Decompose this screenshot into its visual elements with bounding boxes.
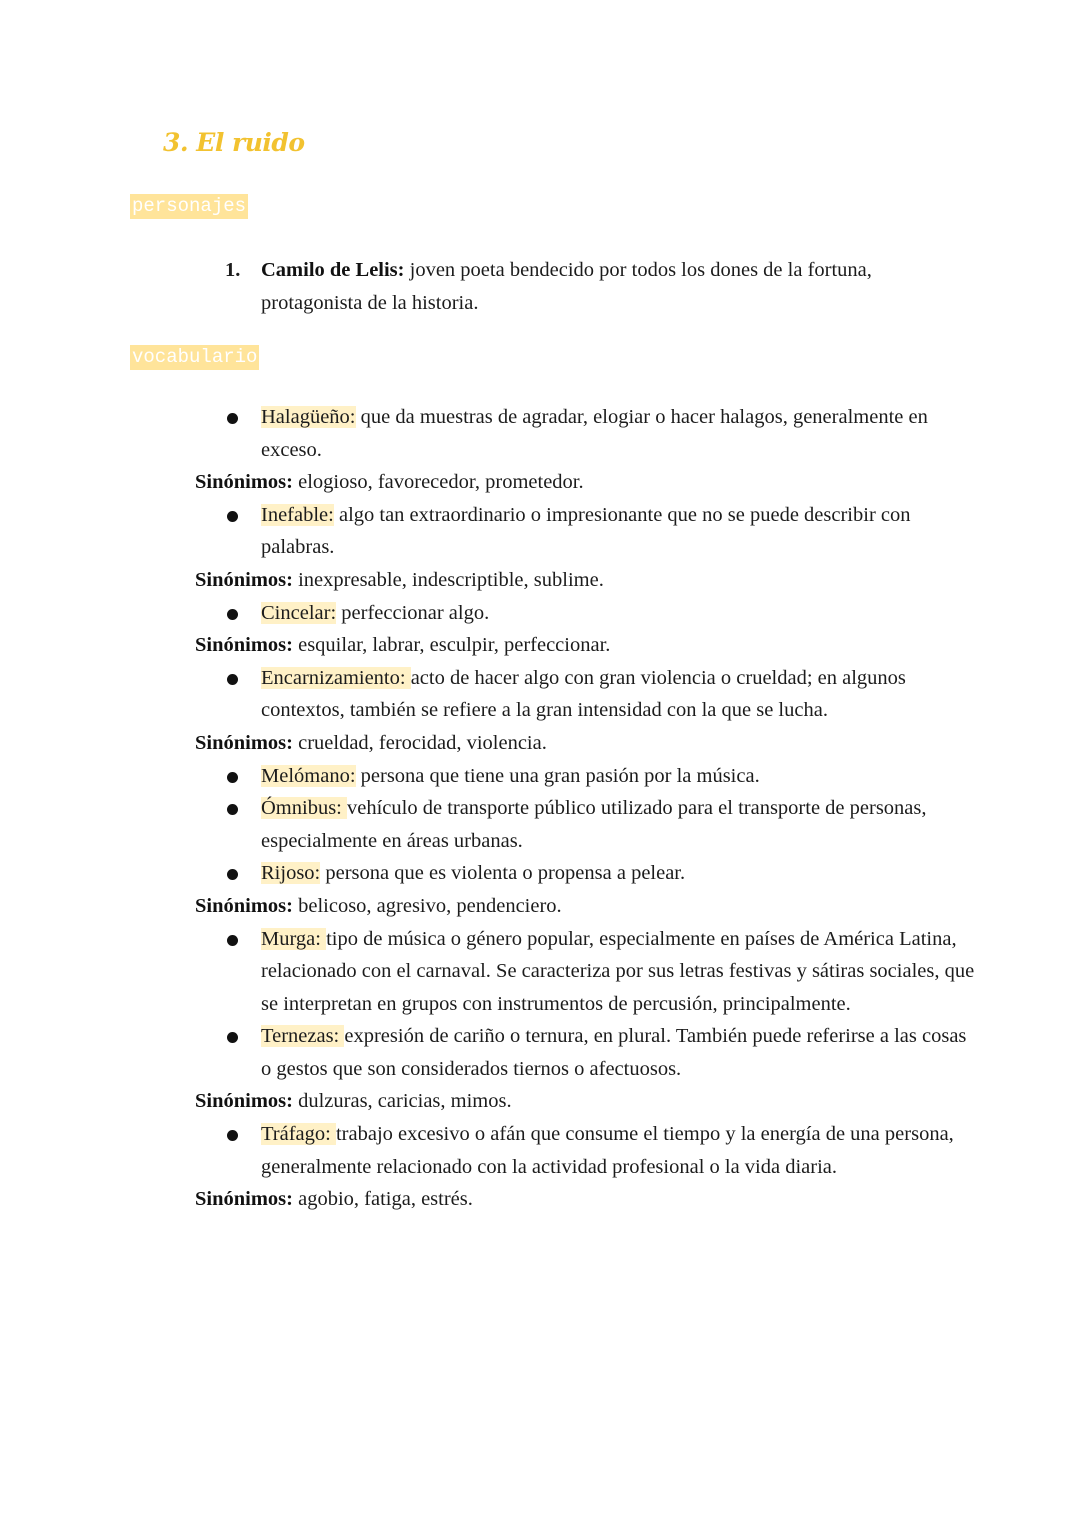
vocab-item — [195, 401, 975, 466]
vocabulary-list — [195, 401, 975, 1216]
vocab-item — [195, 499, 975, 564]
synonyms-text: belicoso, agresivo, pendenciero. — [292, 894, 562, 917]
synonyms-label: Sinónimos: — [195, 1090, 293, 1113]
section-title: 3. El ruido — [163, 128, 305, 157]
vocab-term: Inefable: — [261, 503, 334, 526]
bullet-icon — [227, 413, 238, 424]
vocab-item — [195, 857, 975, 890]
vocab-definition: persona que es violenta o propensa a pelear. — [320, 862, 686, 885]
bullet-icon — [227, 1130, 238, 1141]
bullet-icon — [227, 772, 238, 783]
synonyms-line — [195, 890, 975, 923]
character-entry — [261, 254, 925, 319]
synonyms-label: Sinónimos: — [195, 634, 293, 657]
synonyms-text: esquilar, labrar, esculpir, perfeccionar. — [292, 634, 611, 657]
vocab-item — [195, 923, 975, 1021]
character-list-item — [225, 254, 925, 319]
vocab-term: Encarnizamiento: — [261, 666, 411, 689]
synonyms-line — [195, 727, 975, 760]
synonyms-label: Sinónimos: — [195, 1188, 293, 1211]
bullet-icon — [227, 511, 238, 522]
vocab-item — [195, 1020, 975, 1085]
synonyms-text: inexpresable, indescriptible, sublime. — [292, 568, 604, 591]
vocab-term: Murga: — [261, 927, 327, 950]
vocab-term: Ternezas: — [261, 1025, 345, 1048]
synonyms-label: Sinónimos: — [195, 731, 293, 754]
character-name: Camilo de Lelis: — [261, 259, 405, 281]
synonyms-line — [195, 466, 975, 499]
vocab-definition: perfeccionar algo. — [336, 601, 490, 624]
vocab-term: Ómnibus: — [261, 797, 347, 820]
synonyms-line — [195, 1085, 975, 1118]
bullet-icon — [227, 1032, 238, 1043]
synonyms-line — [195, 564, 975, 597]
vocab-term: Melómano: — [261, 764, 356, 787]
vocab-term: Cincelar: — [261, 601, 337, 624]
vocab-term: Halagüeño: — [261, 406, 356, 428]
personajes-tag: personajes — [132, 195, 247, 217]
bullet-icon — [227, 869, 238, 880]
synonyms-line — [195, 629, 975, 662]
vocab-definition: acto de hacer algo con gran violencia o crueldad; en algunos contextos, también se refiere a la gran intensidad con la que se lucha. — [261, 666, 906, 722]
synonyms-label: Sinónimos: — [195, 568, 293, 591]
bullet-icon — [227, 609, 238, 620]
synonyms-text: crueldad, ferocidad, violencia. — [292, 731, 547, 754]
vocab-item — [195, 597, 975, 630]
vocab-definition: vehículo de transporte público utilizado para el transporte de personas, especialmente en áreas urbanas. — [261, 797, 927, 852]
synonyms-label: Sinónimos: — [195, 471, 293, 494]
vocabulario-tag: vocabulario — [132, 346, 258, 368]
bullet-icon — [227, 804, 238, 815]
vocab-term: Tráfago: — [261, 1123, 336, 1146]
synonyms-text: agobio, fatiga, estrés. — [292, 1188, 473, 1211]
vocab-definition: que da muestras de agradar, elogiar o hacer halagos, generalmente en exceso. — [261, 406, 928, 461]
synonyms-line — [195, 1183, 975, 1216]
vocab-definition: trabajo excesivo o afán que consume el tiempo y la energía de una persona, generalmente relacionado con la actividad profesional o la vida diaria. — [261, 1123, 954, 1178]
vocab-item — [195, 1118, 975, 1183]
character-description: joven poeta bendecido por todos los dones de la fortuna, protagonista de la historia. — [261, 259, 872, 314]
synonyms-text: dulzuras, caricias, mimos. — [292, 1090, 512, 1113]
synonyms-text: elogioso, favorecedor, prometedor. — [292, 471, 584, 494]
vocab-item — [195, 760, 975, 793]
vocab-definition: persona que tiene una gran pasión por la música. — [355, 764, 760, 787]
bullet-icon — [227, 935, 238, 946]
synonyms-label: Sinónimos: — [195, 894, 293, 917]
vocab-term: Rijoso: — [261, 862, 321, 885]
vocab-item — [195, 662, 975, 727]
vocab-definition: algo tan extraordinario o impresionante que no se puede describir con palabras. — [261, 503, 911, 559]
vocab-item — [195, 792, 975, 857]
list-number: 1. — [225, 259, 241, 281]
vocab-definition: expresión de cariño o ternura, en plural. También puede referirse a las cosas o gestos que son considerados tiernos o afectuosos. — [261, 1025, 967, 1080]
bullet-icon — [227, 674, 238, 685]
vocab-definition: tipo de música o género popular, especialmente en países de América Latina, relacionado con el carnaval. Se caracteriza por sus letras festivas y sátiras sociales, que se interpretan en grupos con instrumentos de percusión, principalmente. — [261, 927, 975, 1015]
